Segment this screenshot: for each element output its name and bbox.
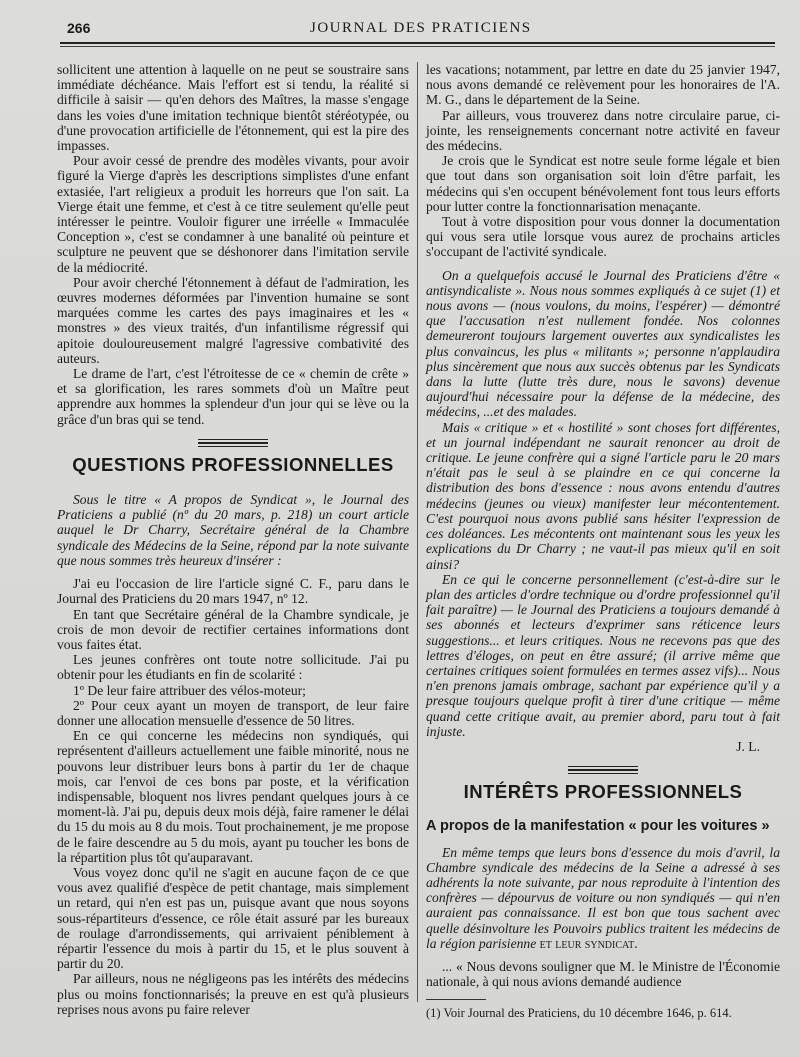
- footnote-rule: [426, 999, 486, 1000]
- list-item: 2º Pour ceux ayant un moyen de transport, de leur faire donner une allocation mensuelle d'essence de 50 litres.: [57, 697, 409, 728]
- paragraph: Le drame de l'art, c'est l'étroitesse de ce « chemin de crête » et sa glorification, les rares sommets d'où un Maître peut apprendre aux hommes la splendeur d'un jour qui se lève ou la grâce d'un bras qui se tend.: [57, 366, 409, 427]
- signature: J. L.: [736, 738, 760, 754]
- editorial-paragraph: Mais « critique » et « hostilité » sont choses fort différentes, et un journal indépendant ne saurait renoncer au droit de critique. Le jeune confrère qui a signé l'article paru le 20 mars n'était pas le seul à se plaindre en ce qui concerne la distribution des bons d'essence : nous avons entendu d'autres médecins (jeunes ou vieux) manifester leur mécontentement. C'est pourquoi nous avons publié sans hésiter l'expression de ces doléances. Les mécontents ont maintenant sous les yeux les explications du Dr Charry ; ne vaut-il pas mieux qu'il en soit ainsi?: [426, 419, 780, 572]
- article-intro-text: En même temps que leurs bons d'essence du mois d'avril, la Chambre syndicale des médecins de la Seine a adressé à ses adhérents la note suivante, par nous reproduite à l'intention des confrères — dépourvus de voiture ou non syndiqués — qui n'en auraient pas connaissance. Il est bon que tous sachent avec quelle désinvolture les Pouvoirs publics traitent les médecins de la région parisienne: [426, 844, 780, 951]
- paragraph: En ce qui concerne les médecins non syndiqués, qui représentent d'ailleurs actuellement une faible minorité, nous ne pouvons leur distribuer leurs bons à partir du 1er de chaque mois, car l'envoi de ces bons par poste, et la vérification indispensable, bloquent nos livres pendant quelques jours à ce moment-là. J'ai pu, depuis deux mois déjà, faire ramener le délai du 15 du mois au 8 du mois. Tout prochainement, je me propose de le faire descendre au 5 du mois, ayant pu toucher les bons de la répartition plus tôt qu'auparavant.: [57, 728, 409, 865]
- article-subtitle: A propos de la manifestation « pour les voitures »: [426, 818, 770, 835]
- paragraph: Je crois que le Syndicat est notre seule forme légale et bien que tout dans son organisation soit loin d'être parfait, les médecins qui s'en occupent bénévolement font tous leurs efforts pour lutter contre la fonctionnarisation menaçante.: [426, 153, 780, 214]
- paragraph: En tant que Secrétaire général de la Chambre syndicale, je crois de mon devoir de rectifier certaines informations dont vous faites état.: [57, 606, 409, 652]
- left-column: [57, 62, 409, 1017]
- paragraph: les vacations; notamment, par lettre en date du 25 janvier 1947, nous avons demandé ce relèvement pour les honoraires de l'A. M. G., dans le département de la Seine.: [426, 62, 780, 108]
- paragraph: Pour avoir cherché l'étonnement à défaut de l'admiration, les œuvres modernes déformées par l'invention humaine se sont marquées comme les cartes des pays imaginaires et les « monstres » des vieux traités, d'un infantilisme régressif qui apitoie douloureusement malgré l'agressive combativité des auteurs.: [57, 274, 409, 366]
- ornament-divider: [568, 766, 638, 774]
- paragraph: Par ailleurs, vous trouverez dans notre circulaire parue, ci-jointe, les renseignements concernant notre activité en faveur des médecins.: [426, 107, 780, 154]
- footnote: (1) Voir Journal des Praticiens, du 10 décembre 1646, p. 614.: [426, 1006, 732, 1021]
- page-number: 266: [67, 20, 91, 36]
- column-separator: [417, 62, 418, 1002]
- right-column: [426, 62, 780, 1022]
- editorial-paragraph: On a quelquefois accusé le Journal des Praticiens d'être « antisyndicaliste ». Nous nous sommes expliqués à ce sujet (1) et nous avons — (nous voulons, du moins, l'espérer) — démontré que l'accusation n'est nullement fondée. Nos colonnes demeureront toujours largement ouvertes aux syndicalistes les plus convaincus, les plus « militants »; personne n'applaudira plus sincèrement que nous aux succès obtenus par les Syndicats dans la lutte (lutte très dure, nous le savons) devenue aujourd'hui nécessaire pour la défense de la médecine, des médecins, ...et des malades.: [426, 267, 780, 420]
- paragraph: J'ai eu l'occasion de lire l'article signé C. F., paru dans le Journal des Praticiens du 20 mars 1947, nº 12.: [57, 576, 409, 607]
- section-title-questions: QUESTIONS PROFESSIONNELLES: [72, 453, 394, 475]
- header-rule-thin: [60, 46, 775, 47]
- list-item: 1º De leur faire attribuer des vélos-moteur;: [73, 682, 306, 698]
- article-intro: [426, 845, 780, 951]
- paragraph: Les jeunes confrères ont toute notre sollicitude. J'ai pu obtenir pour les étudiants en fin de scolarité :: [57, 652, 409, 683]
- article-intro-tail: et leur syndicat.: [539, 935, 638, 951]
- paragraph: Tout à votre disposition pour vous donner la documentation qui vous sera utile lorsque vous aurez de prochains articles s'occupant de l'activité syndicale.: [426, 214, 780, 260]
- paragraph: Par ailleurs, nous ne négligeons pas les intérêts des médecins plus ou moins fonctionnarisés; la preuve en est qu'à plusieurs reprises nous avons pu faire relever: [57, 971, 409, 1017]
- ornament-divider: [198, 439, 268, 447]
- paragraph: Pour avoir cessé de prendre des modèles vivants, pour avoir figuré la Vierge d'après les descriptions simplistes d'une enfant extasiée, l'art religieux a produit les horreurs que l'on sait. La Vierge était une femme, et c'est à ce titre seulement qu'elle peut intéresser le peintre. Vouloir figurer une irréelle « Immaculée Conception », c'est se condamner à une banalité où peinture et sculpture ne peuvent que se déshonorer dans l'imitation servile de la médiocrité.: [57, 153, 409, 275]
- intro-paragraph: Sous le titre « A propos de Syndicat », le Journal des Praticiens a publié (nº du 20 mars, p. 218) un court article auquel le Dr Charry, Secrétaire général de la Chambre syndicale des Médecins de la Seine, répond par la note suivante que nous sommes très heureux d'insérer :: [57, 492, 409, 568]
- paragraph: sollicitent une attention à laquelle on ne peut se soustraire sans immédiate déchéance. Mais l'effort est si tendu, la réalité si difficile à saisir — qu'en dehors des Maîtres, la masse s'engage dans les voies d'une imitation technique bientôt stéréotypée, ou d'une provocation artificielle de l'étonnement, qui est la pire des impasses.: [57, 62, 409, 154]
- editorial-paragraph: En ce qui le concerne personnellement (c'est-à-dire sur le plan des articles d'ordre technique ou d'ordre professionnel qu'il fait paraître) — le Journal des Praticiens a toujours demandé à ses abonnés et lecteurs d'exprimer sans réticence leurs suggestions... et leurs critiques. Nous ne recevons pas que des lettres d'éloges, on peut en être assuré; (il arrive même que certaines critiques soient formulées en termes assez vifs)... Nous n'en prenons jamais ombrage, sachant par expérience qu'il y a presque toujours quelque profit à tirer d'une critique — même quand cette critique avait, au premier abord, paru tout à fait injuste.: [426, 571, 780, 739]
- paragraph: ... « Nous devons souligner que M. le Ministre de l'Économie nationale, à qui nous avions demandé audience: [426, 958, 780, 990]
- paragraph: Vous voyez donc qu'il ne s'agit en aucune façon de ce que vous avez qualifié d'espèce de petit chantage, mais simplement un retard, qui n'en est pas un, puisque avant que nous soyons sous-répartiteurs d'essence, ce rôle était assuré par les bureaux de roulage d'arrondissements, qui arrivaient péniblement à répartir l'essence du mois à partir du 15, et le plus souvent à partir du 20.: [57, 864, 409, 972]
- journal-title: JOURNAL DES PRATICIENS: [310, 20, 532, 36]
- header-rule: [60, 42, 775, 44]
- page-header: [60, 18, 775, 42]
- section-title-interets: INTÉRÊTS PROFESSIONNELS: [463, 781, 743, 803]
